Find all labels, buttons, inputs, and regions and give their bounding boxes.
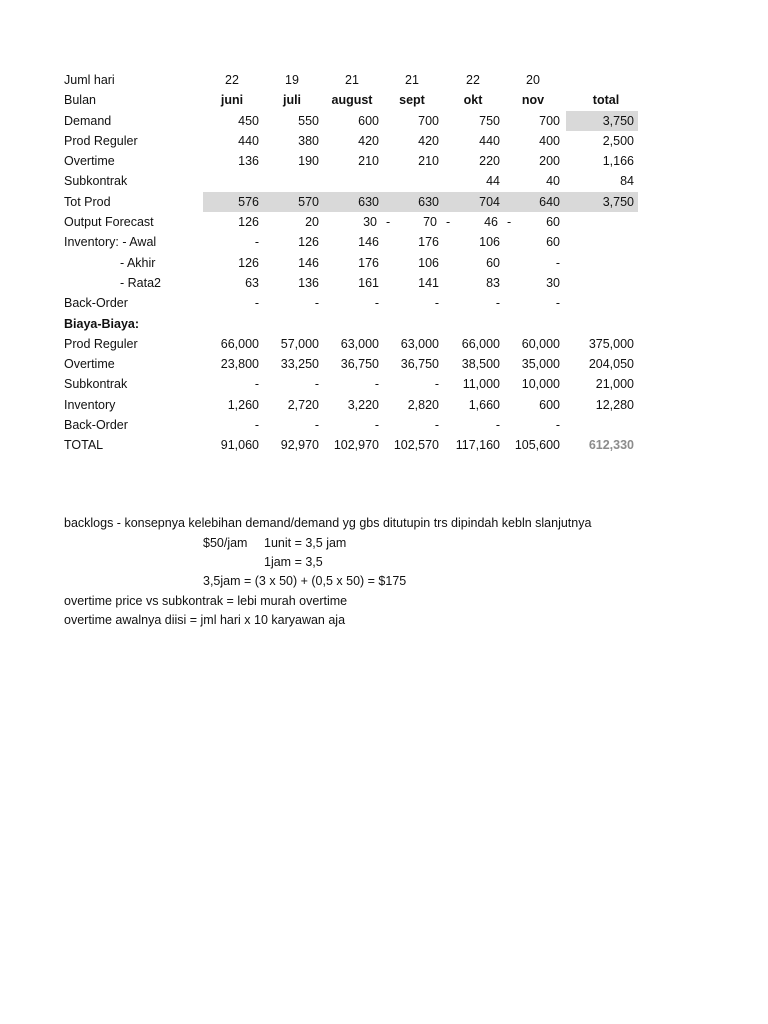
overtime-juni: 136 — [238, 154, 259, 169]
cost-back-order-juli: - — [314, 418, 319, 433]
demand-nov: 700 — [539, 113, 560, 128]
cost-back-order-juni: - — [254, 418, 259, 433]
cost-back-order-sept: - — [434, 418, 439, 433]
label-inventory-rata2: - Rata2 — [120, 275, 161, 290]
days-august: 21 — [345, 73, 359, 87]
cost-subkontrak-sept: - — [434, 377, 439, 392]
label-output-forecast: Output Forecast — [64, 215, 154, 230]
tot-prod-sept: 630 — [418, 194, 439, 209]
inv-awal-august: 146 — [358, 235, 379, 250]
cost-subkontrak-nov: 10,000 — [521, 377, 560, 392]
label-overtime: Overtime — [64, 154, 115, 169]
output-forecast-august: 30 — [363, 215, 377, 230]
prod-reguler-sept: 420 — [418, 133, 439, 148]
label-cost-subkontrak: Subkontrak — [64, 377, 128, 392]
cost-prod-reguler-juni: 66,000 — [220, 336, 259, 351]
inv-rata2-juni: 63 — [245, 275, 259, 290]
cost-inventory-juli: 2,720 — [287, 397, 319, 412]
month-juli: juli — [282, 93, 302, 108]
row-output-forecast — [0, 212, 768, 232]
tot-prod-nov: 640 — [539, 194, 560, 209]
row-inventory-awal — [0, 232, 768, 252]
note-hour-equals: 1jam = 3,5 — [264, 555, 323, 569]
prod-reguler-juni: 440 — [238, 133, 259, 148]
overtime-juli: 190 — [298, 154, 319, 169]
row-inventory-rata2 — [0, 273, 768, 293]
label-cost-overtime: Overtime — [64, 357, 115, 372]
note-rate: $50/jam — [203, 536, 248, 550]
days-okt: 22 — [466, 73, 480, 87]
demand-total: 3,750 — [602, 113, 634, 128]
note-overtime-vs-subkontrak: overtime price vs subkontrak = lebi murah overtime — [64, 594, 348, 608]
month-nov: nov — [521, 93, 545, 108]
back-order-juni: - — [254, 296, 259, 311]
output-forecast-juni: 126 — [238, 215, 259, 230]
days-juni: 22 — [225, 73, 239, 87]
prod-reguler-total: 2,500 — [602, 133, 634, 148]
cost-inventory-okt: 1,660 — [468, 397, 500, 412]
inv-akhir-okt: 60 — [486, 255, 500, 270]
prod-reguler-nov: 400 — [539, 133, 560, 148]
prod-reguler-august: 420 — [358, 133, 379, 148]
cost-total-august: 102,970 — [333, 438, 379, 453]
demand-juli: 550 — [298, 113, 319, 128]
output-forecast-sept-dash: - — [446, 215, 451, 230]
inv-awal-juni: - — [254, 235, 259, 250]
label-total: TOTAL — [64, 438, 104, 453]
row-cost-overtime — [0, 354, 768, 374]
cost-overtime-total: 204,050 — [588, 357, 634, 372]
row-days — [0, 70, 768, 90]
inv-awal-sept: 176 — [418, 235, 439, 250]
note-calculation: 3,5jam = (3 x 50) + (0,5 x 50) = $175 — [203, 574, 407, 588]
note-backlogs: backlogs - konsepnya kelebihan demand/demand yg gbs ditutupin trs dipindah kebln slanjutnya — [64, 516, 592, 530]
days-nov: 20 — [526, 73, 540, 87]
row-cost-prod-reguler — [0, 334, 768, 354]
cost-overtime-juli: 33,250 — [280, 357, 319, 372]
back-order-juli: - — [314, 296, 319, 311]
month-sept: sept — [399, 93, 425, 108]
inv-akhir-juli: 146 — [298, 255, 319, 270]
note-unit-hours: 1unit = 3,5 jam — [264, 536, 347, 550]
row-back-order — [0, 293, 768, 313]
row-biaya-header — [0, 314, 768, 334]
cost-back-order-okt: - — [495, 418, 500, 433]
cost-inventory-juni: 1,260 — [227, 397, 259, 412]
cost-overtime-juni: 23,800 — [220, 357, 259, 372]
row-cost-inventory — [0, 395, 768, 415]
cost-subkontrak-juli: - — [314, 377, 319, 392]
tot-prod-total: 3,750 — [602, 194, 634, 209]
cost-total-juni: 91,060 — [220, 438, 259, 453]
cost-overtime-august: 36,750 — [340, 357, 379, 372]
output-forecast-sept: 70 — [423, 215, 437, 230]
row-subkontrak — [0, 171, 768, 191]
inv-rata2-okt: 83 — [486, 275, 500, 290]
row-inventory-akhir — [0, 253, 768, 273]
row-cost-total — [0, 435, 768, 455]
cost-prod-reguler-total: 375,000 — [588, 336, 634, 351]
cost-prod-reguler-juli: 57,000 — [280, 336, 319, 351]
back-order-nov: - — [555, 296, 560, 311]
subkontrak-nov: 40 — [546, 174, 560, 189]
back-order-okt: - — [495, 296, 500, 311]
label-back-order: Back-Order — [64, 296, 128, 311]
days-sept: 21 — [405, 73, 419, 87]
row-cost-back-order — [0, 415, 768, 435]
row-demand — [0, 111, 768, 131]
subkontrak-juni — [203, 171, 259, 191]
days-juli: 19 — [285, 73, 299, 87]
prod-reguler-juli: 380 — [298, 133, 319, 148]
output-forecast-nov: 60 — [546, 215, 560, 230]
label-bulan: Bulan — [64, 93, 96, 108]
cost-subkontrak-august: - — [374, 377, 379, 392]
output-forecast-okt-dash: - — [507, 215, 512, 230]
spreadsheet-table — [0, 70, 768, 456]
row-prod-reguler — [0, 131, 768, 151]
cost-inventory-august: 3,220 — [347, 397, 379, 412]
row-months — [0, 90, 768, 110]
inv-rata2-nov: 30 — [546, 275, 560, 290]
label-demand: Demand — [64, 113, 112, 128]
back-order-sept: - — [434, 296, 439, 311]
label-inventory-akhir: - Akhir — [120, 255, 156, 270]
subkontrak-august — [323, 171, 379, 191]
tot-prod-okt: 704 — [479, 194, 500, 209]
month-okt: okt — [463, 93, 483, 108]
inv-akhir-nov: - — [555, 255, 560, 270]
demand-okt: 750 — [479, 113, 500, 128]
label-cost-prod-reguler: Prod Reguler — [64, 336, 138, 351]
label-subkontrak: Subkontrak — [64, 174, 128, 189]
cost-overtime-nov: 35,000 — [521, 357, 560, 372]
cost-subkontrak-okt: 11,000 — [462, 377, 500, 392]
cost-overtime-sept: 36,750 — [400, 357, 439, 372]
cost-inventory-total: 12,280 — [595, 397, 634, 412]
output-forecast-okt: 46 — [484, 215, 498, 230]
output-forecast-juli: 20 — [305, 215, 319, 230]
inv-rata2-august: 161 — [358, 275, 379, 290]
output-forecast-august-dash: - — [386, 215, 391, 230]
cost-prod-reguler-august: 63,000 — [340, 336, 379, 351]
label-inventory-awal: Inventory: - Awal — [64, 235, 157, 250]
row-tot-prod — [0, 192, 768, 212]
inv-rata2-sept: 141 — [418, 275, 439, 290]
back-order-august: - — [374, 296, 379, 311]
row-cost-subkontrak — [0, 374, 768, 394]
note-overtime-filling: overtime awalnya diisi = jml hari x 10 karyawan aja — [64, 613, 346, 627]
cost-prod-reguler-sept: 63,000 — [400, 336, 439, 351]
inv-awal-nov: 60 — [546, 235, 560, 250]
cost-back-order-august: - — [374, 418, 379, 433]
cost-total-okt: 117,160 — [455, 438, 500, 453]
inv-akhir-juni: 126 — [238, 255, 259, 270]
label-tot-prod: Tot Prod — [64, 194, 111, 209]
cost-inventory-nov: 600 — [539, 397, 560, 412]
tot-prod-juli: 570 — [298, 194, 319, 209]
cost-inventory-sept: 2,820 — [407, 397, 439, 412]
inv-awal-juli: 126 — [298, 235, 319, 250]
overtime-okt: 220 — [479, 154, 500, 169]
cost-back-order-nov: - — [555, 418, 560, 433]
subkontrak-okt: 44 — [486, 174, 500, 189]
month-august: august — [331, 93, 373, 108]
cost-subkontrak-juni: - — [254, 377, 259, 392]
label-juml-hari: Juml hari — [64, 73, 115, 87]
cost-total-nov: 105,600 — [514, 438, 560, 453]
cost-total-juli: 92,970 — [280, 438, 319, 453]
overtime-august: 210 — [358, 154, 379, 169]
overtime-nov: 200 — [539, 154, 560, 169]
inv-rata2-juli: 136 — [298, 275, 319, 290]
inv-akhir-august: 176 — [358, 255, 379, 270]
overtime-total: 1,166 — [602, 154, 634, 169]
label-prod-reguler: Prod Reguler — [64, 133, 138, 148]
label-cost-inventory: Inventory — [64, 397, 116, 412]
inv-akhir-sept: 106 — [418, 255, 439, 270]
cost-total-sept: 102,570 — [393, 438, 439, 453]
cost-prod-reguler-okt: 66,000 — [461, 336, 500, 351]
prod-reguler-okt: 440 — [479, 133, 500, 148]
subkontrak-juli — [263, 171, 319, 191]
overtime-sept: 210 — [418, 154, 439, 169]
cost-prod-reguler-nov: 60,000 — [521, 336, 560, 351]
cost-overtime-okt: 38,500 — [461, 357, 500, 372]
inv-awal-okt: 106 — [479, 235, 500, 250]
row-overtime — [0, 151, 768, 171]
tot-prod-august: 630 — [358, 194, 379, 209]
demand-sept: 700 — [418, 113, 439, 128]
label-cost-back-order: Back-Order — [64, 418, 128, 433]
month-total-header: total — [592, 93, 620, 108]
demand-juni: 450 — [238, 113, 259, 128]
month-juni: juni — [220, 93, 244, 108]
cost-subkontrak-total: 21,000 — [595, 377, 634, 392]
label-biaya-biaya: Biaya-Biaya: — [64, 316, 140, 331]
cost-grand-total: 612,330 — [588, 438, 634, 453]
subkontrak-sept — [383, 171, 439, 191]
tot-prod-juni: 576 — [238, 194, 259, 209]
demand-august: 600 — [358, 113, 379, 128]
subkontrak-total: 84 — [620, 174, 634, 189]
